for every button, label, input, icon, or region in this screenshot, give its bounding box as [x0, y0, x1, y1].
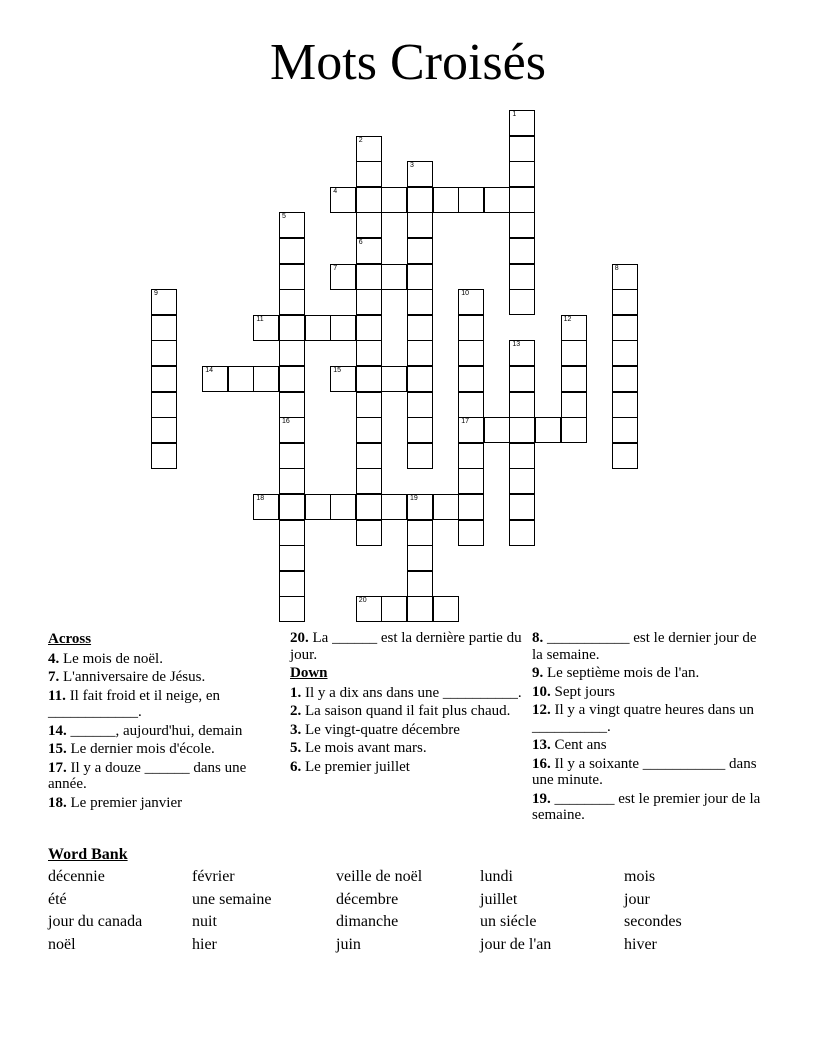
grid-cell[interactable] [509, 366, 535, 392]
clue-number: 13 [512, 341, 521, 349]
grid-cell[interactable] [509, 494, 535, 520]
grid-cell[interactable] [458, 315, 484, 341]
grid-cell[interactable] [561, 417, 587, 443]
clue [48, 688, 280, 721]
grid-cell[interactable] [612, 417, 638, 443]
grid-cell[interactable] [407, 315, 433, 341]
grid-cell[interactable] [535, 417, 561, 443]
grid-cell[interactable] [356, 520, 382, 546]
word-bank-item: une semaine [192, 890, 272, 908]
clue-text: Sept jours [550, 683, 615, 700]
puzzle-title: Mots Croisés [270, 34, 546, 91]
word-bank-item: hiver [624, 935, 657, 953]
grid-cell[interactable] [612, 264, 638, 290]
grid-cell[interactable] [356, 264, 382, 290]
grid-cell[interactable] [407, 520, 433, 546]
grid-cell[interactable] [279, 340, 305, 366]
grid-cell[interactable] [407, 571, 433, 597]
grid-cell[interactable] [279, 494, 305, 520]
grid-cell[interactable] [356, 392, 382, 418]
grid-cell[interactable] [612, 289, 638, 315]
grid-cell[interactable] [561, 315, 587, 341]
grid-cell[interactable] [151, 315, 177, 341]
clue-text: Le vingt-quatre décembre [301, 721, 460, 738]
clue-number: 6 [358, 239, 363, 246]
clue-text: Il y a soixante ___________ dans une minute. [532, 755, 757, 788]
grid-cell[interactable] [228, 366, 254, 392]
grid-cell[interactable] [279, 238, 305, 264]
grid-cell[interactable] [433, 596, 459, 622]
grid-cell[interactable] [356, 468, 382, 494]
grid-cell[interactable] [458, 340, 484, 366]
clue-number: 3 [410, 162, 414, 170]
grid-cell[interactable] [279, 520, 305, 546]
grid-cell[interactable] [407, 392, 433, 418]
grid-cell[interactable] [612, 443, 638, 469]
grid-cell[interactable] [509, 212, 535, 238]
clue [532, 737, 764, 754]
clue-number-label: 19. [532, 790, 551, 807]
grid-cell[interactable] [407, 443, 433, 469]
grid-cell[interactable] [433, 187, 459, 213]
clue-text: Cent ans [550, 737, 607, 753]
clue-number: 1 [512, 111, 517, 118]
grid-cell[interactable] [484, 417, 510, 443]
clue [290, 759, 522, 776]
grid-cell[interactable] [356, 443, 382, 469]
clue-number-label: 2. [290, 703, 302, 719]
clue [48, 651, 280, 668]
clue [532, 630, 764, 663]
grid-cell[interactable] [407, 417, 433, 443]
clue-number: 20 [358, 597, 367, 605]
grid-cell[interactable] [151, 366, 177, 392]
grid-cell[interactable] [279, 417, 305, 443]
clue-number: 18 [256, 495, 265, 502]
clue-text: Il y a vingt quatre heures dans un __________. [532, 702, 755, 735]
grid-cell[interactable] [356, 187, 382, 213]
grid-cell[interactable] [612, 392, 638, 418]
clue-number-label: 15. [48, 741, 67, 757]
grid-cell[interactable] [356, 417, 382, 443]
grid-cell[interactable] [279, 468, 305, 494]
clues-column-1 [48, 630, 280, 813]
word-bank-item: jour de l'an [480, 935, 552, 953]
down-heading: Down [290, 665, 328, 681]
grid-cell[interactable] [458, 187, 484, 213]
grid-cell[interactable] [279, 443, 305, 469]
grid-cell[interactable] [484, 187, 510, 213]
clue [48, 669, 280, 686]
grid-cell[interactable] [561, 392, 587, 418]
word-bank-item: décennie [48, 868, 105, 885]
grid-cell[interactable] [356, 136, 382, 162]
clue [48, 723, 280, 740]
grid-cell[interactable] [509, 417, 535, 443]
grid-cell[interactable] [356, 161, 382, 187]
grid-cell[interactable] [407, 596, 433, 622]
grid-cell[interactable] [407, 187, 433, 213]
grid-cell[interactable] [279, 289, 305, 315]
grid-cell[interactable] [509, 520, 535, 546]
clue-number-label: 14. [48, 722, 67, 739]
clue-number: 15 [333, 367, 341, 374]
grid-cell[interactable] [356, 315, 382, 341]
grid-cell[interactable] [151, 392, 177, 418]
grid-cell[interactable] [151, 289, 177, 315]
clue-number-label: 7. [48, 669, 60, 685]
clue-number-label: 18. [48, 794, 67, 811]
clue [290, 685, 522, 702]
grid-cell[interactable] [509, 187, 535, 213]
grid-cell[interactable] [407, 340, 433, 366]
clue-text: ______, aujourd'hui, demain [66, 722, 243, 739]
grid-cell[interactable] [279, 366, 305, 392]
clue-number-label: 5. [290, 740, 302, 756]
clue-number: 5 [282, 213, 286, 221]
grid-cell[interactable] [279, 571, 305, 597]
grid-cell[interactable] [458, 417, 484, 443]
grid-cell[interactable] [509, 110, 535, 136]
clue [532, 756, 764, 789]
word-bank-heading: Word Bank [48, 846, 128, 863]
word-bank-item: juillet [480, 890, 518, 908]
clue-number-label: 17. [48, 759, 67, 776]
grid-cell[interactable] [330, 315, 356, 341]
grid-cell[interactable] [279, 392, 305, 418]
clue-number: 14 [205, 367, 213, 374]
clue-number-label: 12. [532, 702, 551, 718]
grid-cell[interactable] [458, 443, 484, 469]
grid-cell[interactable] [407, 545, 433, 571]
grid-cell[interactable] [381, 366, 407, 392]
grid-cell[interactable] [330, 264, 356, 290]
clue [532, 702, 764, 735]
grid-cell[interactable] [458, 520, 484, 546]
clue-number-label: 10. [532, 683, 551, 700]
clue-number-label: 11. [48, 687, 66, 704]
word-bank-item: mois [624, 868, 656, 885]
grid-cell[interactable] [279, 596, 305, 622]
clue-text: Le mois avant mars. [301, 740, 427, 756]
word-bank-item: juin [336, 935, 361, 953]
clue-text: Le septième mois de l'an. [543, 665, 700, 681]
word-bank-item: hier [192, 935, 217, 953]
grid-cell[interactable] [305, 315, 331, 341]
grid-cell[interactable] [509, 340, 535, 366]
clue-number-label: 13. [532, 737, 551, 753]
grid-cell[interactable] [253, 315, 279, 341]
grid-cell[interactable] [356, 366, 382, 392]
clue-number: 4 [333, 187, 338, 195]
word-bank-item: un siécle [480, 913, 537, 931]
clues-column-2 [290, 630, 522, 777]
grid-cell[interactable] [458, 289, 484, 315]
clue-number: 2 [358, 136, 363, 144]
grid-cell[interactable] [279, 545, 305, 571]
clue-number-label: 6. [290, 758, 302, 775]
grid-cell[interactable] [407, 264, 433, 290]
grid-cell[interactable] [253, 494, 279, 520]
clue-text: Le premier juillet [301, 758, 410, 775]
grid-cell[interactable] [509, 238, 535, 264]
clue [290, 722, 522, 739]
grid-cell[interactable] [561, 340, 587, 366]
grid-cell[interactable] [612, 340, 638, 366]
grid-cell[interactable] [356, 340, 382, 366]
clue-number-label: 16. [532, 755, 551, 772]
word-bank-item: noël [48, 935, 76, 953]
clue-text: La saison quand il fait plus chaud. [301, 703, 511, 719]
clue-text: Le dernier mois d'école. [66, 741, 215, 757]
grid-cell[interactable] [202, 366, 228, 392]
word-bank-item: secondes [624, 913, 682, 931]
grid-cell[interactable] [612, 366, 638, 392]
clue-number: 17 [461, 418, 469, 426]
grid-cell[interactable] [381, 494, 407, 520]
clue [48, 760, 280, 793]
grid-cell[interactable] [407, 494, 433, 520]
clue-text: Le premier janvier [66, 794, 183, 811]
clue-text: ________ est le premier jour de la semaine. [532, 790, 761, 823]
grid-cell[interactable] [279, 212, 305, 238]
word-bank-item: jour du canada [48, 913, 143, 931]
grid-cell[interactable] [458, 392, 484, 418]
word-bank-item: décembre [336, 890, 399, 908]
grid-cell[interactable] [253, 366, 279, 392]
grid-cell[interactable] [458, 468, 484, 494]
grid-cell[interactable] [330, 494, 356, 520]
grid-cell[interactable] [433, 494, 459, 520]
clue-number-label: 4. [48, 650, 60, 667]
grid-cell[interactable] [151, 443, 177, 469]
clue-text: Il fait froid et il neige, en ____________. [48, 687, 221, 720]
clue [48, 741, 280, 758]
clue [532, 665, 764, 682]
grid-cell[interactable] [509, 443, 535, 469]
grid-cell[interactable] [151, 417, 177, 443]
grid-cell[interactable] [279, 264, 305, 290]
word-bank-item: lundi [480, 868, 513, 885]
word-bank-item: été [48, 890, 67, 908]
across-heading: Across [48, 631, 92, 647]
clue-number: 10 [461, 290, 469, 298]
clue [532, 791, 764, 824]
clue-number-label: 8. [532, 630, 544, 646]
clue-text: ___________ est le dernier jour de la semaine. [532, 630, 757, 663]
clue-number: 12 [563, 315, 572, 323]
clue-text: Le mois de noël. [59, 650, 163, 667]
word-bank-item: février [192, 868, 235, 885]
grid-cell[interactable] [356, 494, 382, 520]
word-bank-item: jour [624, 890, 650, 908]
grid-cell[interactable] [356, 238, 382, 264]
clue-number-label: 1. [290, 684, 302, 701]
grid-cell[interactable] [458, 366, 484, 392]
word-bank-item: veille de noël [336, 868, 423, 885]
grid-cell[interactable] [509, 289, 535, 315]
clue-number: 19 [410, 495, 418, 502]
grid-cell[interactable] [356, 212, 382, 238]
grid-cell[interactable] [407, 161, 433, 187]
clue-text: La ______ est la dernière partie du jour. [290, 630, 522, 663]
grid-cell[interactable] [356, 596, 382, 622]
grid-cell[interactable] [381, 264, 407, 290]
clue-text: Il y a douze ______ dans une année. [48, 759, 247, 792]
clue-number: 9 [154, 290, 158, 298]
clue-text: Il y a dix ans dans une __________. [301, 684, 522, 701]
grid-cell[interactable] [330, 187, 356, 213]
clue-text: L'anniversaire de Jésus. [59, 669, 206, 685]
grid-cell[interactable] [279, 315, 305, 341]
grid-cell[interactable] [381, 596, 407, 622]
grid-cell[interactable] [407, 212, 433, 238]
clue [290, 703, 522, 720]
grid-cell[interactable] [509, 468, 535, 494]
grid-cell[interactable] [509, 392, 535, 418]
clue [532, 684, 764, 701]
grid-cell[interactable] [407, 238, 433, 264]
grid-cell[interactable] [407, 366, 433, 392]
clue [48, 795, 280, 812]
clue-number: 16 [282, 418, 290, 426]
grid-cell[interactable] [509, 264, 535, 290]
grid-cell[interactable] [151, 340, 177, 366]
clue [290, 630, 522, 663]
clue-number: 8 [614, 264, 619, 272]
clue-number: 11 [256, 315, 264, 323]
clue [290, 740, 522, 757]
grid-cell[interactable] [381, 187, 407, 213]
clues-column-3 [532, 630, 764, 826]
grid-cell[interactable] [561, 366, 587, 392]
word-bank-item: dimanche [336, 913, 399, 931]
grid-cell[interactable] [330, 366, 356, 392]
grid-cell[interactable] [458, 494, 484, 520]
word-bank-item: nuit [192, 913, 217, 931]
grid-cell[interactable] [305, 494, 331, 520]
clue-number: 7 [333, 264, 338, 272]
clue-number-label: 20. [290, 630, 309, 646]
clue-number-label: 9. [532, 665, 544, 681]
grid-cell[interactable] [509, 161, 535, 187]
grid-cell[interactable] [356, 289, 382, 315]
grid-cell[interactable] [509, 136, 535, 162]
clue-number-label: 3. [290, 721, 302, 738]
grid-cell[interactable] [612, 315, 638, 341]
grid-cell[interactable] [407, 289, 433, 315]
